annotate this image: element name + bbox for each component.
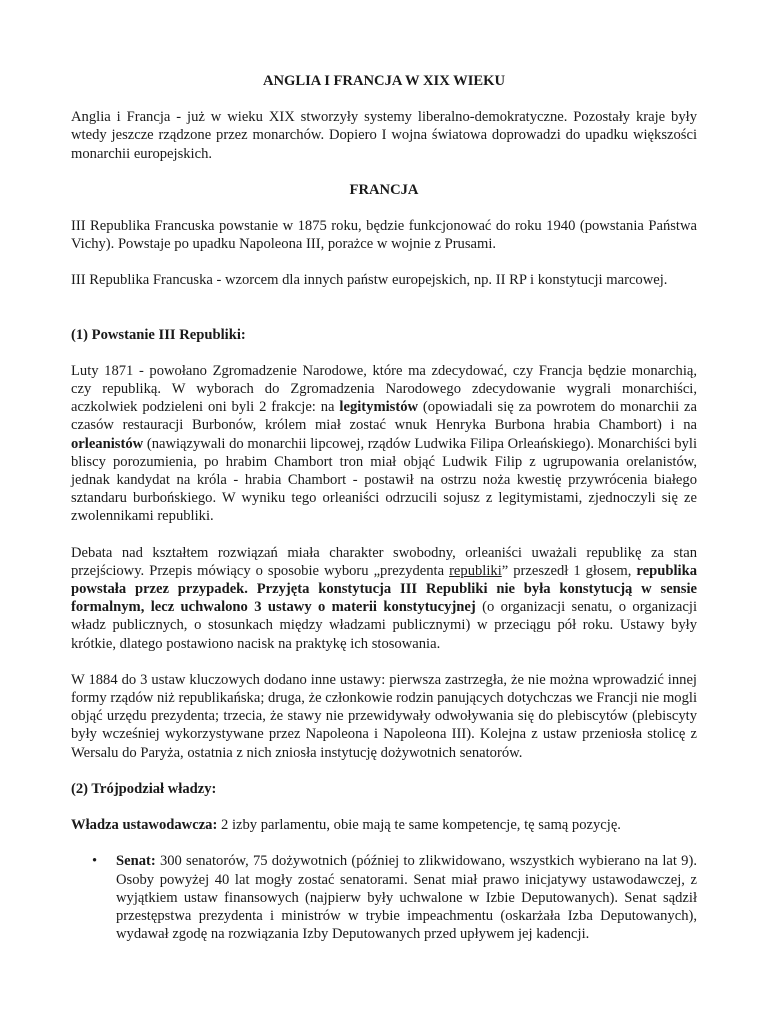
text-run: Luty 1871 - powołano Zgromadzenie Narodowe, które ma zdecydować, czy Francja będzie monarchią, czy republiką. W wyborach do Zgromadzenia Narodowego zdecydowanie wygrali monarchiści, aczkolwiek podzieleni oni byli 2 frakcje: na: [71, 362, 697, 416]
intro-paragraph: Anglia i Francja - już w wieku XIX stworzyły systemy liberalno-demokratyczne. Pozostały kraje były wtedy jeszcze rządzone przez monarchów. Dopiero I wojna światowa doprowadzi do upadku większości monarchii europejskich.: [71, 109, 697, 162]
text-run: (o organizacji senatu, o organizacji władz publicznych, o stosunkach między władzami publicznymi) w przeciągu pół roku. Ustawy były krótkie, dlatego postawiono nacisk na praktykę ich stosowania.: [71, 599, 697, 652]
subheading-separation-of-powers: (2) Trójpodział władzy:: [71, 780, 217, 797]
text-run: (nawiązywali do monarchii lipcowej, rządów Ludwika Filipa Orleańskiego). Monarchiści byli bliscy porozumienia, po hrabim Chambort tron miał objąć Ludwik Filip z ugrupowania orelanistów, jednak kandydat na króla - hrabia Chambort - postawił na ostrzu noża kwestię przywrócenia białego sztandaru burbońskiego. W wyniku tego orleaniści odrzucili sojusz z legitymistami, zjednoczyli się ze zwolennikami republiki.: [71, 435, 697, 525]
paragraph-february-1871: [71, 362, 697, 526]
paragraph-republic-model: III Republika Francuska - wzorcem dla innych państw europejskich, np. II RP i konstytucji marcowej.: [71, 272, 668, 289]
document-title: ANGLIA I FRANCJA W XIX WIEKU: [262, 73, 506, 89]
section-heading-france: FRANCJA: [349, 181, 419, 198]
bold-label-legislative: Władza ustawodawcza:: [71, 817, 218, 834]
bold-statement-constitution: republika powstała przez przypadek. Przyjęta konstytucja III Republiki nie była konstytucją w sensie formalnym, lecz uchwalono 3 ustawy o materii konstytucyjnej: [71, 562, 697, 616]
list-item-senate: [116, 852, 697, 943]
text-run: 2 izby parlamentu, obie mają te same kompetencje, tę samą pozycję.: [217, 817, 621, 834]
paragraph-legislative-power: [71, 816, 697, 834]
bullet-list: [71, 852, 697, 943]
text-run: ” przeszedł 1 głosem,: [501, 562, 637, 579]
text-run: (opowiadali się za powrotem do monarchii za czasów restauracji Burbonów, królem miał zostać wnuk Henryka Burbona hrabia Chambort) i na: [71, 399, 697, 434]
bold-term-legitimists: legitymistów: [339, 399, 419, 416]
paragraph-1884-laws: W 1884 do 3 ustaw kluczowych dodano inne ustawy: pierwsza zastrzegła, że nie można wprowadzić innej formy rządów niż republikańska; druga, że członkowie rodzin panujących dotychczas we Francji nie mogli objąć urzędu prezydenta; trzecia, że stawy nie przewidywały odwoływania się do plebiscytów (plebiscyty były wcześniej wykorzystywane przez Napoleona i Napoleona III). Kolejna z ustaw przeniosła stolicę z Wersalu do Paryża, ostatnia z nich zniosła instytucję dożywotnich senatorów.: [71, 671, 697, 761]
bold-term-orleanists: orleanistów: [71, 435, 144, 452]
paragraph-debate: [71, 544, 697, 653]
paragraph-republic-founding: III Republika Francuska powstanie w 1875 roku, będzie funkcjonować do roku 1940 (powstania Państwa Vichy). Powstaje po upadku Napoleona III, porażce w wojnie z Prusami.: [71, 218, 697, 253]
text-run: Debata nad kształtem rozwiązań miała charakter swobodny, orleaniści uważali republikę za stan przejściowy. Przepis mówiący o sposobie wyboru „prezydenta: [71, 544, 697, 579]
underlined-word-republic: republiki: [449, 562, 502, 579]
subheading-founding: (1) Powstanie III Republiki:: [71, 326, 246, 343]
text-run: 300 senatorów, 75 dożywotnich (później to zlikwidowano, wszystkich wybierano na lat 9). Osoby powyżej 40 lat mogły zostać senatorami. Senat miał prawo inicjatywy ustawodawczej, z wyjątkiem ustaw finansowych (najpierw były uchwalone w Izbie Deputowanych). Senat sądził przestępstwa prezydenta i ministrów w trybie impeachmentu (oskarżała Izba Deputowanych), wydawał zgodę na rozwiązania Izby Deputowanych przed upływem jej kadencji.: [116, 853, 697, 943]
bold-label-senate: Senat:: [116, 853, 156, 870]
